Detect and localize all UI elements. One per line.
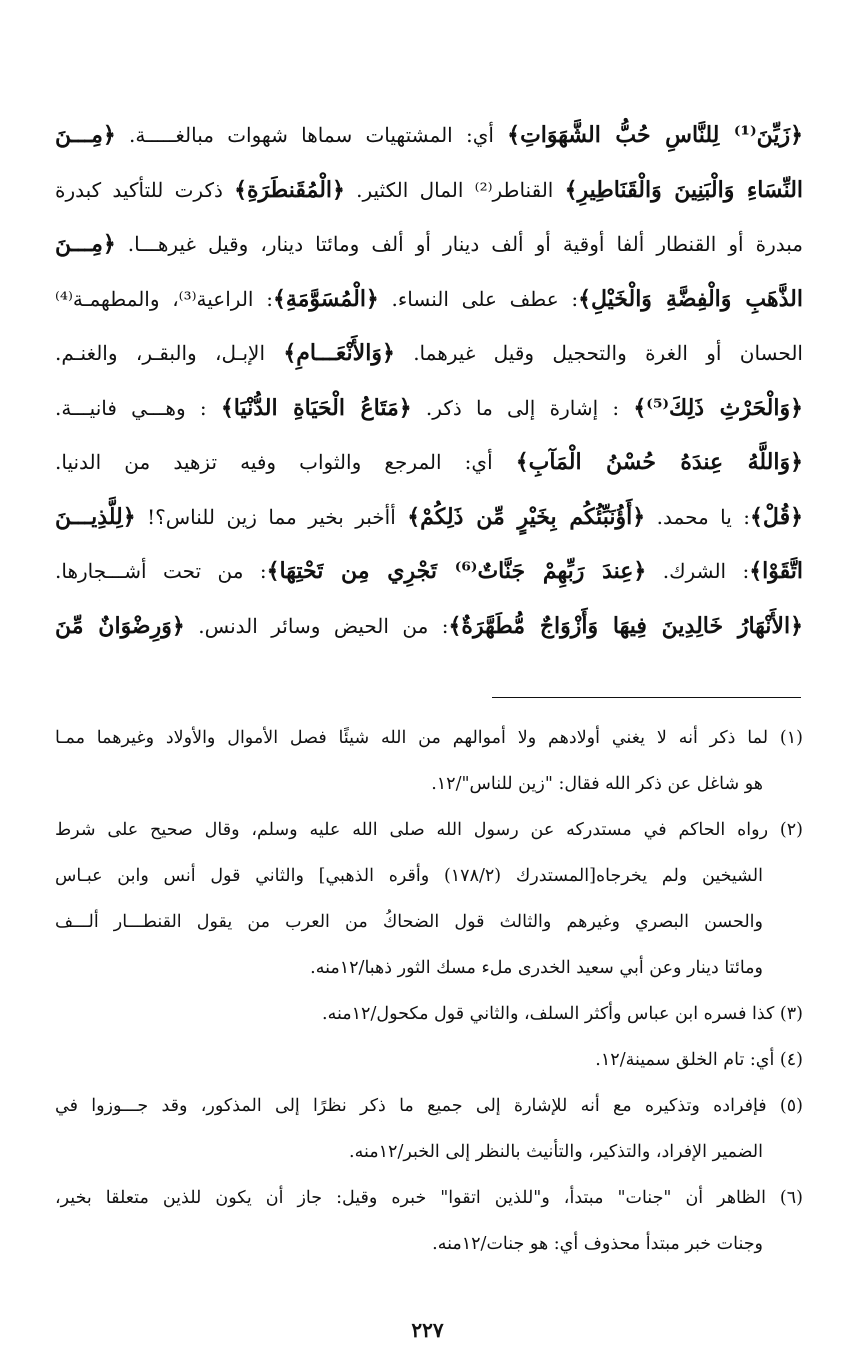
footnote-separator: [492, 697, 801, 698]
commentary-text: مبدرة أو القنطار ألفا أوقية أو ألف دينار أو ألف ومائتا دينار، وقيل غيرهـــا.: [115, 232, 803, 256]
commentary-text: الإبـل، والبقـر، والغنـم.: [55, 341, 284, 365]
quran-verse: النِّسَاءِ وَالْبَنِينَ وَالْقَنَاطِيرِ﴾: [564, 176, 803, 203]
text-line: [55, 435, 803, 490]
footnote-line: هو شاغل عن ذكر الله فقال: "زين للناس"/١٢.: [431, 774, 763, 794]
commentary-text: ذكرت للتأكيد كبدرة: [55, 177, 235, 202]
quran-verse: ﴿مَتَاعُ الْحَيَاةِ الدُّنْيَا﴾: [220, 394, 412, 421]
quran-verse: اتَّقَوْا﴾: [749, 558, 803, 584]
text-line: [55, 163, 803, 218]
quran-verse: الذَّهَبِ وَالْفِضَّةِ وَالْخَيْلِ﴾: [578, 285, 803, 312]
footnote-line: (٣) كذا فسره ابن عباس وأكثر السلف، والثاني قول مكحول/١٢منه.: [322, 1004, 803, 1024]
commentary-text: : الشرك.: [646, 559, 750, 583]
commentary-text: أي: المرجع والثواب وفيه تزهيد من الدنيا.: [55, 450, 516, 474]
page-number: ٢٢٧: [411, 1318, 444, 1342]
text-line: [55, 326, 803, 381]
text-line: [55, 599, 803, 654]
commentary-body: [55, 108, 803, 653]
footnote-line: الضمير الإفراد، والتذكير، والتأنيث بالنظر إلى الخبر/١٢منه.: [349, 1142, 763, 1162]
quran-verse: ﴿الْمُقَنطَرَةِ﴾: [234, 176, 345, 203]
quran-verse: ﴿وَاللَّهُ عِندَهُ حُسْنُ الْمَآبِ﴾: [515, 449, 803, 475]
text-line: [55, 272, 803, 327]
footnote-line: (٢) رواه الحاكم في مستدركه عن رسول الله صلى الله عليه وسلم، وقال صحيح على شرط: [55, 820, 803, 840]
footnote-line: وجنات خبر مبتدأ محذوف أي: هو جنات/١٢منه.: [432, 1234, 763, 1254]
text-line: [55, 217, 803, 272]
footnote-line: والحسن البصري وغيرهم والثالث قول الضحاكُ من العرب من يقول القنطـــار ألـــف: [55, 912, 763, 932]
quran-verse: ﴿لِلَّذِيـــنَ: [55, 503, 136, 530]
commentary-text: : من الحيض وسائر الدنس.: [184, 613, 449, 638]
footnote-line: (٦) الظاهر أن "جنات" مبتدأ، و"للذين اتقوا" خبره وقيل: جاز أن يكون للذين متعلقا بخير،: [55, 1188, 803, 1208]
commentary-text: : عطف على النساء.: [378, 286, 579, 311]
commentary-text: : من تحت أشـــجارها.: [55, 559, 267, 583]
text-line: [55, 381, 803, 436]
commentary-text: أأخبر بخير مما زين للناس؟!: [135, 504, 408, 529]
quran-verse: ﴿الأَنْهَارُ خَالِدِينَ فِيهَا وَأَزْوَاجٌ مُّطَهَّرَةٌ﴾: [448, 612, 803, 639]
commentary-text: : وهـــي فانيـــة.: [55, 395, 221, 420]
quran-verse: ﴿قُلْ﴾: [750, 503, 803, 530]
commentary-text: : يا محمد.: [645, 504, 751, 529]
quran-verse: ﴿وَالْحَرْثِ ذَلِكَ⁽⁵⁾﴾: [633, 394, 803, 421]
commentary-text: : إشارة إلى ما ذكر.: [411, 395, 634, 420]
footnote-line: (٤) أي: تام الخلق سمينة/١٢.: [595, 1050, 803, 1070]
quran-verse: ﴿الْمُسَوَّمَةِ﴾: [272, 285, 379, 312]
quran-verse: ﴿زَيِّنَ⁽¹⁾ لِلنَّاسِ حُبُّ الشَّهَوَاتِ﴾: [507, 122, 803, 148]
text-line: [55, 544, 803, 599]
footnote-line: (٥) فإفراده وتذكيره مع أنه للإشارة إلى جميع ما ذكر نظرًا إلى المذكور، وقد جـــوزوا في: [55, 1096, 803, 1116]
quran-verse: ﴿مِـــنَ: [55, 122, 116, 148]
quran-verse: ﴿عِندَ رَبِّهِمْ جَنَّاتٌ⁽⁶⁾ تَجْرِي مِن تَحْتِهَا﴾: [266, 558, 647, 584]
commentary-text: أي: المشتهيات سماها شهوات مبالغـــــة.: [115, 123, 508, 147]
commentary-text: الحسان أو الغرة والتحجيل وقيل غيرهما.: [394, 341, 803, 365]
footnote-line: (١) لما ذكر أنه لا يغني أولادهم ولا أموالهم من الله شيئًا فصل الأموال والأولاد وغيرهما ممـا: [55, 728, 803, 748]
footnote-line: ومائتا دينار وعن أبي سعيد الخدرى ملء مسك الثور ذهبا/١٢منه.: [310, 958, 763, 978]
footnotes-section: [55, 715, 803, 1267]
quran-verse: ﴿أَؤُنَبِّئُكُم بِخَيْرٍ مِّن ذَلِكُمْ﴾: [407, 503, 646, 530]
text-line: [55, 108, 803, 163]
text-line: [55, 490, 803, 545]
commentary-text: القناطر⁽²⁾ المال الكثير.: [344, 177, 565, 202]
footnote-line: الشيخين ولم يخرجاه[المستدرك (١٧٨/٢) وأقره الذهبي] والثاني قول أنس وابن عبـاس: [55, 866, 763, 886]
quran-verse: ﴿وَرِضْوَانٌ مِّنَ: [55, 612, 185, 639]
quran-verse: ﴿وَالأَنْعَـــامِ﴾: [283, 340, 395, 366]
quran-verse: ﴿مِـــنَ: [55, 231, 116, 257]
commentary-text: : الراعية⁽³⁾، والمطهمـة⁽⁴⁾: [55, 286, 273, 311]
